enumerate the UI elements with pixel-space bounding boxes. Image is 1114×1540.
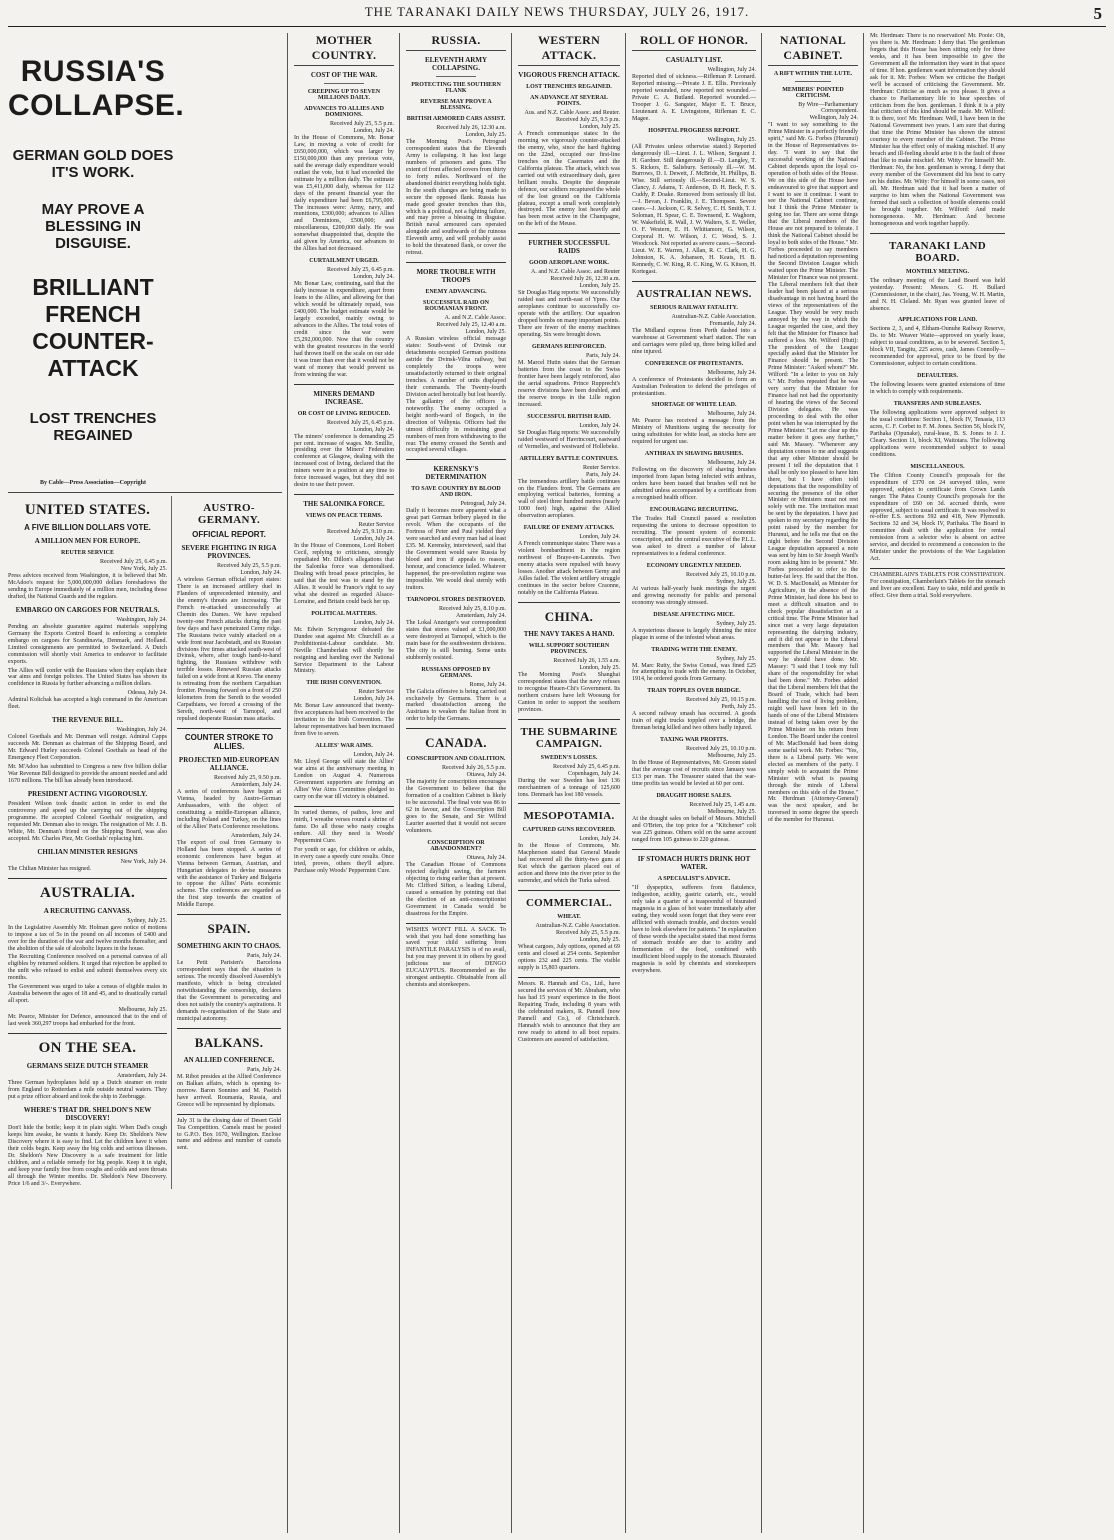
rh-sub12: DRAUGHT HORSE SALES. <box>656 793 732 800</box>
us-date1: Received July 25, 6.45 p.m. <box>100 559 167 565</box>
last-deck: MONTHLY MEETING. <box>906 268 969 275</box>
wa-sub3: GOOD AEROPLANE WORK. <box>529 260 609 267</box>
mc-place6: London, July 24. <box>353 696 394 703</box>
ru-sub8: RUSSIANS OPPOSED BY GERMANS. <box>421 666 491 679</box>
wa-t4: THE SUBMARINE CAMPAIGN. <box>520 725 618 750</box>
us-sub3: THE REVENUE BILL. <box>52 716 123 725</box>
wa-body2: Sir Douglas Haig reports: We successfully raided east and north-east of Ypres. Our aeroplanes continue to successfully co-operate with the artillery. Our squadron dropped bombs on many important points. There are fewer of the enemy machines operating. Six were brought down. <box>518 290 620 339</box>
ag-sub4: AN ALLIED CONFERENCE. <box>183 1055 275 1064</box>
wa-deck: VIGOROUS FRENCH ATTACK. <box>518 71 620 79</box>
ru-sub5: SUCCESSFUL RAID ON ROUMANIAN FRONT. <box>422 300 489 313</box>
ag-t4: BALKANS. <box>194 1034 264 1050</box>
rh-body12: In the House of Representatives, Mr. Groom stated that the average cost of recruits since January was £13 per man. The Treasurer stated that the war-time profits tax would be levied at 60 per cent. <box>632 760 756 788</box>
wa-date1: Received July 25, 9.5 p.m. <box>556 117 620 123</box>
ru-t2: MORE TROUBLE WITH TROOPS <box>416 268 496 285</box>
headline-russias-collapse: RUSSIA'S COLLAPSE. <box>8 55 185 122</box>
rh-date2: Received July 25, 10.15 p.m. <box>686 697 756 704</box>
divider <box>406 262 506 263</box>
rh-body11: A second railway smash has occurred. A goods train of eight trucks toppled over a bridge, the fireman being killed and two others badly injured. <box>632 711 756 732</box>
rh-title: ROLL OF HONOR. <box>632 33 756 51</box>
rh-body4: A conference of Protestants decided to form an Australian Federation to defend the privileges of protestantism. <box>632 376 756 397</box>
wa-sub6: ARTILLERY BATTLE CONTINUES. <box>519 455 619 462</box>
mc-body7: Mr. Lloyd George will state the Allies' war aims at the anniversary meeting in London on August 4. Numerous Government supporters are forming an Allies' War Aims Committee pledged to carry on the war till victory is obtained. <box>294 759 394 800</box>
mc-date3: Received July 25, 6.45 p.m. <box>327 419 394 426</box>
last-body6: The Clifton County Council's proposals for the expenditure of £370 on 24 surveyed titles, were approved, subject to certificate from Crown Lands ranger. The Patea County Council's proposals for the expenditure of £60 on 3d. accrued thirds, were approved, subject to usual certificate. It was resolved to re-offer E.S. sections 592 and 418, New Plymouth. Sections 32 and 34, block IV, Parihaka. The Board in committee dealt with the application for rental remission from a selector who is absent on active service, and decided to recommend a concession to the Minister under the provisions of the War Legislation Act. <box>870 472 1005 563</box>
ag-sub1: SEVERE FIGHTING IN RIGA PROVINCES. <box>181 544 277 560</box>
wa-date4: Received July 25, 6.45 p.m. <box>553 763 620 770</box>
ag-body1: A wireless German official report states: There is an increased artillery duel in Flanders of unprecedented intensity, and the enemy's threats are increasing. The French re-attacked unsuccessfully at Chemin des Dames. We have repulsed twenty-one French attacks during the past few days and have penetrated Cerny ridge. The Russians twice vainly attacked on a wide front near Jacobstadt, and six Russian divisions five times attacked south-west of Dvinsk, where, after tough hand-to-hand fighting, the Russians withdrew with terrible losses. Renewed Russian attacks failed on a wide front at Krevo. The enemy is retreating from the northern Carpathian frontier. Pressing forward on a front of 250 kilometres from the Sereth to the wooded Carpathians, we forced a crossing of the Sereth, north-west of Tarnopol, and repulsed desperate Russian mass attacks. <box>177 577 281 723</box>
us-body7: President Wilson took drastic action in order to end the controversy and speed up the carrying out of the shipping programme. He accepted Colonel Goethals' resignation, and requested Mr. Denman also to resign. The resignation of Mr. J. B. White, Mr. Denman's friend on the Shipping Board, was also accepted. Mr. Charles Piez, Mr. Goethals' replacing him. <box>8 800 167 842</box>
us-place1: New York, July 25. <box>120 566 167 572</box>
mc-date2: Received July 25, 6.45 p.m. <box>327 267 394 274</box>
last-sub1: APPLICATIONS FOR LAND. <box>897 317 978 324</box>
last-body1: Mr. Herdman: There is no reservation! Mr. Poole: Oh, yes there is. Mr. Herdman: I deny that. The gentleman forgets that this House has been sitting only for three weeks, and it has been impossible to give the Government all the information they want in that space of time. If hon. gentlemen want information they should ask for it. Mr. Forbes: When we criticise the Budget we'll be accused of criticising the Government. Mr. Herdman: Criticise as much as you please. It gives a chance to Parliamentary life to hear speeches of criticism from the hon. gentleman. I think it is a pity that criticism of this kind should be made. Mr. Wilford: It is there, too! Mr. Herdman: Well, I have been in the National Government two years. I am sure that during that time the Prime Minister has shown the utmost courtesy to every member of the Cabinet. The Prime Minister has the effect only of making mischief. If any breach and ill-feeling should arise it is the fault of those that like to make mischief. Mr. Witty: For himself! Mr. Herdman: No, the hon. gentleman is wrong. I deny that every member of the Government did his best to carry on his duties. Mr. Witty: For himself in some cases, not all. Mr. Herdman said that it had been a matter of surprise to him when the National Government was formed that such a collection of hostile elements could be brought together. Mr. Wilford: And made homogeneous. Mr. Herdman: And become homogeneous and work together happily. <box>870 33 1005 227</box>
ru-body2: A Russian wireless official message states: South-west of Dvinsk our detachments occupied German positions astride the Dvinsk-Vilna railway, but completely the troops were unsatisfactorily returned to their original trenches. A number of units displayed their commands. The Twenty-fourth Division acted heroically but lost heavily. The gallantry of the officers is noteworthy. The enemy occupied a height north-ward of Bogsch, in the direction of Volhynia. Officers had the utmost difficulty in restraining great numbers of men from withdrawing to the rear. The enemy crossed the Sereth and occupied several villages. <box>406 336 506 454</box>
us-place3: Odessa, July 24. <box>127 690 167 697</box>
wa-sub1: LOST TRENCHES REGAINED. <box>526 84 612 90</box>
sea-sub1: GERMANS SEIZE DUTCH STEAMER <box>26 1062 149 1071</box>
ru-place6: Ottawa, July 24. <box>466 772 506 779</box>
column-land-board <box>870 33 1010 1533</box>
us-aus-column <box>8 496 172 1189</box>
last-body5: The following applications were approved subject to the usual conditions: Section 1, block IV, Tenasia, 113 acres, C. F. Corbet to F. M. Jones. Section 56, block IV, Parihaka (Opunake), rural-lease, B. S. Jones to J. J. Cleary. Section 11, block XI, Waitotara. The following applications were recommended subject to usual conditions. <box>870 410 1005 458</box>
wa-sub12: WHEAT. <box>557 914 581 921</box>
rh-sub4: SHORTAGE OF WHITE LEAD. <box>651 402 737 409</box>
wa-place5: Paris, July 24. <box>585 471 620 478</box>
mc-sub9: ALLIES' WAR AIMS. <box>315 743 373 750</box>
wa-place8: Copenhagen, July 24. <box>568 770 620 777</box>
last-sub4: MISCELLANEOUS. <box>910 463 965 470</box>
rule <box>795 81 831 82</box>
aus-sub1: A RECRUITING CANVASS. <box>43 906 132 915</box>
wa-t3: CHINA. <box>544 608 594 624</box>
rh-body6: Following on the discovery of shaving brushes imported from Japan being infected with anthrax, orders have been issued that brushes will not be admitted unless accompanied by a certificate from a recognised health officer. <box>632 467 756 502</box>
wa-body8: During the war Sweden has lost 136 merchantmen of a tonnage of 125,600 tons. Denmark has lost 180 vessels. <box>518 777 620 798</box>
divider <box>177 1028 281 1029</box>
ru-body5: The Galicia offensive is being carried out exclusively by Germans. There is a marked dissatisfaction among the Austrians to weaken the Italian front in order to help the Germans. <box>406 688 506 723</box>
column-lead <box>8 33 288 1533</box>
ru-deck: ELEVENTH ARMY COLLAPSING. <box>424 56 488 72</box>
rh-sub7: ECONOMY URGENTLY NEEDED. <box>646 562 742 569</box>
rh-place9: Sydney, July 25. <box>716 655 756 662</box>
ru-place2: London, July 25. <box>465 329 506 336</box>
rh-sub11: TAXING WAR PROFITS. <box>660 737 728 744</box>
headline-blessing: MAY PROVE A BLESSING IN DISGUISE. <box>41 201 145 252</box>
divider <box>518 233 620 234</box>
masthead-title: THE TARANAKI DAILY NEWS THURSDAY, JULY 26, 1917. <box>364 4 750 19</box>
divider <box>518 803 620 804</box>
aus-body4: Mr. Pearce, Minister for Defence, announced that to the end of last week 360,297 troops had embarked for the front. <box>8 1014 167 1028</box>
wa-title: WESTERN ATTACK. <box>518 33 620 66</box>
mc-source2: Reuter Service <box>358 689 394 696</box>
divider <box>518 719 620 720</box>
ru-date3: Received July 25, 8.10 p.m. <box>439 605 506 612</box>
columns <box>8 33 1106 1533</box>
us-title: UNITED STATES. <box>24 502 151 518</box>
ru-source1: A. and N.Z. Cable Assoc. <box>444 315 506 322</box>
mc-sub1: CREEPING UP TO SEVEN MILLIONS DAILY. <box>307 89 381 101</box>
lead-headlines <box>8 55 185 486</box>
ru-date4: Received July 26, 5.5 p.m. <box>442 765 506 772</box>
rh-sub9: TRADING WITH THE ENEMY. <box>651 646 737 653</box>
mc-sub3: CURTAILMENT URGED. <box>309 258 379 265</box>
nc-place1: Wellington, July 24. <box>809 115 858 121</box>
rh-sub2: SERIOUS RAILWAY FATALITY. <box>650 304 738 311</box>
us-body4: Admiral Koltchak has accepted a high command in the American fleet. <box>8 697 167 711</box>
rule <box>324 83 364 84</box>
wa-t2: FURTHER SUCCESSFUL RAIDS <box>528 239 610 256</box>
ru-sub2: REVERSE MAY PROVE A BLESSING. <box>420 99 492 111</box>
divider <box>406 459 506 460</box>
headline-french-counter-attack: BRILLIANT FRENCH COUNTER-ATTACK <box>32 274 154 381</box>
ag-body4: Le Petit Parisien's Barcelona correspondent says that the situation is serious. The recently dissolved Assembly's manifesto, which is being circulated notwithstanding the censorship, declares that the Government is persecuting and does not satisfy the country's aspirations. It demands re-organisation of the State and municipal autonomy. <box>177 960 281 1022</box>
lead-split <box>8 492 282 1189</box>
last-sub3: TRANSFERS AND SUBLEASES. <box>893 401 982 408</box>
last-body3: Sections 2, 3, and 4, Eltham-Ounuhe Railway Reserve, Ds. to Mr. Weaver Waite—approved on yearly lease, subject to usual conditions, as to be sewered. Section 5, block VII, Tangitu, 225 acres, cash, James Connolly—recommended for approval, price to be fixed by the Commissioner, subject to certain conditions. <box>870 326 1005 368</box>
wa-source4: Australian-N.Z. Cable Association. <box>535 923 620 930</box>
ag-date1: Received July 25, 5.5 p.m. <box>217 563 281 569</box>
rh-place12: Melbourne, July 25. <box>707 809 756 816</box>
us-source1: REUTER SERVICE <box>61 550 114 556</box>
mc-date4: Received July 25, 9.10 p.m. <box>327 529 394 536</box>
us-sub5: CHILIAN MINISTER RESIGNS <box>37 847 138 856</box>
divider <box>294 384 394 385</box>
divider <box>294 806 394 807</box>
mc-ad: For youth or age, for children or adults, in every case a speedy cure results. Once tried, proves, others they'll adjure. Purchase only Woods' Peppermint Cure. <box>294 846 394 874</box>
wa-body6: A French communique states: There was a violent bombardment in the region northwest of Braye-en-Laonnois. Two enemy attacks were repulsed with heavy losses. Another attack between Gerny and Ailles failed. The violent artillery struggle continues in the sector before Craonne, notably on the California Plateau. <box>518 541 620 596</box>
wa-place2: London, July 25. <box>579 283 620 290</box>
wa-body4: Sir Douglas Haig reports: We successfully raided westward of Havrincourt, eastward of Vermelles, and westward of Hollebeke. <box>518 429 620 450</box>
aus-place2: Melbourne, July 25. <box>118 1007 167 1014</box>
mc-place2: London, July 24. <box>353 274 394 281</box>
mc-place5: London, July 24. <box>353 619 394 626</box>
ag-t3: SPAIN. <box>207 921 251 937</box>
wa-place1: London, July 25. <box>579 124 620 130</box>
sea-body1: Three German hydroplanes held up a Dutch steamer en route from England to Rotterdam a mile outside neutral waters. They put a prize officer aboard and took the ship to Zeebrugge. <box>8 1080 167 1100</box>
sea-place1: Amsterdam, July 24. <box>117 1073 167 1080</box>
wa-place3: Paris, July 24. <box>585 353 620 360</box>
mc-sub2: ADVANCES TO ALLIES AND DOMINIONS. <box>304 106 384 118</box>
mc-t2: THE SALONIKA FORCE. <box>303 500 385 509</box>
masthead <box>8 4 1106 27</box>
mc-sub6: VIEWS ON PEACE TERMS. <box>305 513 383 520</box>
ru-place1: London, July 25. <box>465 132 506 138</box>
mc-deck: COST OF THE WAR. <box>310 71 378 79</box>
wa-sub9: WILL SUPPORT SOUTHERN PROVINCES. <box>528 642 610 655</box>
rule <box>436 76 476 77</box>
ru-sub3: BRITISH ARMORED CARS ASSIST. <box>406 116 506 122</box>
rh-place10: Perth, July 25. <box>721 704 756 711</box>
aus-body2: The Recruiting Conference resolved on a personal canvass of all eligibles by returned soldiers. It urged that rejection be applied to the unfit who refused to enlist and submit themselves every six months. <box>8 954 167 982</box>
rh-place7: Sydney, July 25. <box>716 578 756 585</box>
austro-germany-column <box>177 496 281 1189</box>
rh-place8: Sydney, July 25. <box>716 620 756 627</box>
column-russia <box>406 33 512 1533</box>
wa-body1: A French communique states: In the morning we vigorously counter-attacked the enemy, who, since the hard fighting on the 22nd, occupied our first-line trenches on the Casemates and the California plateau. The attack, which was carried out with extraordinary dash, gave brilliant results. Despite the desperate defence, our soldiers recaptured the whole of the lost ground on the California plateau, except a small work completely destroyed. The enemy lost heavily and has been most active in the Champagne, on the left of the Meuse. <box>518 131 620 228</box>
rh-source1: Australian-N.Z. Cable Association. <box>671 313 756 320</box>
ag-body2: A series of conferences have begun at Vienna, headed by Austro-German Ambassadors, with the object of constituting a middle-European alliance, including Poland and Turkey, on the lines of the Allies' Paris Conference resolutions. <box>177 789 281 830</box>
rh-t2: AUSTRALIAN NEWS. <box>636 287 752 300</box>
ru-place4: Amsterdam, July 24. <box>456 612 506 619</box>
wa-place7: London, July 25. <box>579 664 620 671</box>
ru-title: RUSSIA. <box>406 33 506 51</box>
mc-body4: In the House of Commons, Lord Robert Cecil, replying to criticisms, strongly repudiated Mr. Dillon's allegations that the Salonika force was demoralised. Dealing with broad peace principles, he said that the test was to stand by the Allies. It would be France's right to say what she desired as regarded Alsace-Lorraine, and Britain could back her up. <box>294 543 394 605</box>
wa-t6: COMMERCIAL. <box>525 897 613 910</box>
ag-place5: Paris, July 24. <box>246 1066 281 1073</box>
rh-body14: "If dyspeptics, sufferers from flatulence, indigestion, acidity, gastric catarrh, etc., would only take a quarter of a teaspoonful of bisurated magnesia in a glass of hot water immediately after eating, they would soon forget that they were ever afflicted with stomach trouble, and doctors would have to look elsewhere for patients." In explanation of these words the specialist stated that most forms of stomach trouble are due to acidity and fermentation of the food, combined with insufficient blood supply to the stomach. Bisurated magnesia is sold by chemists and storekeepers everywhere. <box>632 884 756 975</box>
ru-t4: CANADA. <box>425 735 487 751</box>
mc-place1: London, July 24. <box>353 128 394 134</box>
wa-place4: London, July 24. <box>579 422 620 429</box>
ag-body5: M. Ribot presides at the Allied Conference on Balkan affairs, which is opening to-morrow. Baron Sonnino and M. Pasitch have arrived. Roumania, Russia, and Greece will be represented by diplomats. <box>177 1073 281 1108</box>
sea-title: ON THE SEA. <box>38 1040 137 1057</box>
wa-source1: Aus. and N.Z. Cable Assoc. and Reuter. <box>524 110 620 116</box>
us-body2: Pending an absolute guarantee against materials supplying Germany the Exports Control Board is enforcing a complete embargo on cargoes for Scandinavia, Denmark, and Holland. Limited consignments are permitted to Switzerland. A Dutch commission will shortly visit America to endeavor to facilitate exports. <box>8 623 167 665</box>
ru-ad: WISHES WON'T FILL A SACK. To wish that you had done something has saved your child suffering from INFANTILE PARALYSIS is of no avail, but you may prevent it in others by good judicious use of DENGO EUCALYPTUS. Recommended as the strongest antiseptic. Obtainable from all chemists and storekeepers. <box>406 926 506 989</box>
wa-sub8: THE NAVY TAKES A HAND. <box>523 629 615 638</box>
us-body5: Colonel Goethals and Mr. Denman will resign. Admiral Capps succeeds Mr. Denman as chairman of the Shipping Board, and Mr. Edward Hurley succeeds Colonel Goethals as head of the Emergency Fleet Corporation. <box>8 734 167 762</box>
wa-body7: The Morning Post's Shanghai correspondent states that the navy refuses to recognise Hsuen-Chi's Government. Its northern cruisers have left Woosung for Canton in order to support the southern provinces. <box>518 671 620 713</box>
mc-place7: London, July 24. <box>353 752 394 759</box>
wa-ad: Messrs. R. Hannah and Co., Ltd., have secured the services of Mr. Abraham, who has had 15 years' experience in the Boot Repairing Trade, including 8 years with the celebrated makers, R. Pannell (now Pannell and Co.), of Christchurch. Hannah's wish to announce that they are now ready to attend to all boot repairs. Customers are assured of satisfaction. <box>518 981 620 1043</box>
us-sub1: A MILLION MEN FOR EUROPE. <box>34 537 141 545</box>
rh-body8: At various half-yearly bank meetings the urgent and growing necessity for public and personal economy was strongly stressed. <box>632 585 756 606</box>
mc-sub8: THE IRISH CONVENTION. <box>306 680 382 687</box>
column-national-cabinet <box>768 33 864 1533</box>
rh-body3: The Midland express from Perth dashed into a warehouse at Government wharf station. The van and carriages were piled up, three being killed and nine injured. <box>632 327 756 355</box>
wa-body9: In the House of Commons, Mr. Macpherson stated that General Maude had recovered all the thirty-two guns at Kut which the garrison placed out of action and threw into the river prior to the surrender, and which the Turks salved. <box>518 843 620 885</box>
wa-place9: London, July 24. <box>579 836 620 843</box>
rh-date1: Received July 25, 10.10 p.m. <box>686 571 756 578</box>
page-number: 5 <box>1093 4 1102 23</box>
divider <box>294 494 394 495</box>
ru-place5: Rome, July 24. <box>469 681 506 688</box>
us-place4: Washington, July 24. <box>116 727 167 734</box>
ru-body7: The Canadian House of Commons rejected daylight saving, the farmers objecting to rising earlier than at present. Mr. Clifford Sifton, a leading Liberal, caused a sensation by pointing out that the election of an anti-conscriptionist Government in Canada would be disastrous for the Empire. <box>406 861 506 917</box>
wa-place10: London, July 25. <box>579 937 620 944</box>
aus-body3: The Government was urged to take a census of eligible males in Australia between the ages of 18 and 45, and to drastically curtail all sport. <box>8 984 167 1005</box>
divider <box>870 233 1005 234</box>
mc-poem: In varied themes, of pathos, love and mirth, I wreathe verses round a shrine of fame. Do all those who nasty coughs endure. All they need is Woods' Peppermint Cure. <box>294 809 394 844</box>
wa-date3: Received July 26, 1.55 a.m. <box>553 657 620 664</box>
rh-place3: Fremantle, July 24. <box>709 320 756 327</box>
wa-body10: Wheat cargoes, July options, opened at 69 cents and closed at 254 cents. September options 232 and 225 cents. The visible supply is 15,803 quarters. <box>518 944 620 972</box>
rh-body1: Reported died of sickness.—Rifleman P. Leonard. Reported missing.—Private J. E. Ellis. Previously reported wounded, now reported not wounded.—Private C. A. Butland. Reported wounded.—Trooper J. G. Sangster, Major E. T. Bruce, Lieutenant A. E. Livingstone, Rifleman E. C. Magee. <box>632 74 756 122</box>
mc-title: MOTHER COUNTRY. <box>294 33 394 66</box>
ru-sub7: TARNOPOL STORES DESTROYED. <box>406 596 506 603</box>
mc-source1: Reuter Service <box>358 522 394 529</box>
mc-body5: Mr. Edwin Scrymgeour defeated the Dundee seat against Mr. Churchill as a Prohibitionist-Labour candidate. Mr. Neville Chamberlain will shortly be resigning and handing over the National Service Department to the Labour Ministry. <box>294 626 394 675</box>
us-place2: Washington, July 24. <box>116 616 167 623</box>
ru-body4: The Lokal Anzeiger's war correspondent states that stores valued at £1,000,000 were destroyed at Tarnopol, which is the main base for the southwestern divisions. The city is still burning. Some units stubbornly resisted. <box>406 619 506 661</box>
rh-place6: Melbourne, July 24. <box>707 460 756 467</box>
us-deck: A FIVE BILLION DOLLARS VOTE. <box>24 523 151 532</box>
divider <box>632 849 756 850</box>
rh-deck: CASUALTY LIST. <box>665 56 723 64</box>
divider <box>177 1114 281 1115</box>
us-sub4: PRESIDENT ACTING VIGOROUSLY. <box>27 789 148 798</box>
rh-body13: At the draught sales on behalf of Messrs. Mitchell and O'Brien, the top price for a "Kitchener" colt was 225 guineas. Others sold on the same account ranged from 105 guineas to 220 guineas. <box>632 816 756 843</box>
wa-sub7: FAILURE OF ENEMY ATTACKS. <box>523 525 615 532</box>
divider <box>518 602 620 603</box>
divider <box>518 977 620 978</box>
sea-body2: Don't hide the bottle; keep it in plain sight. When Dad's cough keeps him awake, he wants it handy. Keep Dr. Sheldon's New Discovery where it is easy to find. Let the children have it when their colds begin. Keep away the big colds and serious illnesses. Dr. Sheldon's New Discovery is a safe treatment for little children, and a reliable remedy for big people. Keep it in sight, and keep your family free from coughs and colds and sore throats all through the Winter months. Dr. Sheldon's New Discovery. Price 1/6 and 3/-. Everywhere. <box>8 1124 167 1187</box>
ag-ad: July 31 is the closing date of Desert Gold Tea Competition. Camels must be posted to G.P.O. Box 1670, Wellington. Enclose name and address and number of camels sent. <box>177 1117 281 1152</box>
mc-place3: London, July 24. <box>353 426 394 433</box>
rh-sub3: CONFERENCE OF PROTESTANTS. <box>644 360 744 367</box>
last-title: TARANAKI LAND BOARD. <box>889 239 986 264</box>
ru-place3: Petrograd, July 24. <box>460 501 506 508</box>
ru-body3: Daily it becomes more apparent what a great part German bribery played in the revolt. When the occupants of the Fortress of Peter and Paul yielded they were searched and every man had at least £35. M. Kerensky, interviewed, said that the Government would save Russia by blood and iron if appeals to reason, honour, and conscience failed. Whatever happened, the pre-revolution regime was impossible. We would deal sternly with traitors. <box>406 508 506 591</box>
ag-sub3: SOMETHING AKIN TO CHAOS. <box>177 942 281 951</box>
wa-sub11: CAPTURED GUNS RECOVERED. <box>522 827 616 834</box>
rh-place5: Melbourne, July 24. <box>707 411 756 418</box>
ag-place2: Amsterdam, July 24. <box>231 782 281 789</box>
ru-body1: The Morning Post's Petrograd correspondent states that the Eleventh Army is collapsing. It has lost large numbers of prisoners and guns. The extent of front affected covers from thirty to forty miles. Northward of the abandoned district everything holds tight. In the south changes are being made to secure the opposed flank. Russia has made good greater trenches than this, which is a political, not a fighting failure, and may prove a blessing in disguise. British naval armoured cars operated alongside and southwards of the ruinous Eleventh army, and will probably assist to hold the threatened flank, or cover the retreat. <box>406 139 506 257</box>
ag-sub2: PROJECTED MID-EUROPEAN ALLIANCE. <box>178 756 280 773</box>
rh-body2: (All Privates unless otherwise stated.) Reported dangerously ill.—Lieut. J. L. Wilson, Sergeant J. H. Gardner. Still dangerously ill.—D. Langley, T. S. Rickers, E. Salisbury. Seriously ill.—W. M. Burrows, D. I. Dewett, J. McBride, H. Phillips, B. Wise. Still seriously ill.—Second-Lieut. W. S. Clancy, J. Adams, T. Anderson, D. H. Beck, F. S. Cuddy, P. Doake. Removed from seriously ill list.—J. Bevan, J. Franklin, J. E. Thompson. Severe cases.—J. Jackson, C. R. Selvey, C. H. Smith, T. J. Soloman, H. Spear, C. E. Townsend, E. Waghorn, W. Wakefield, R. Wall, J. W. Walters, S. E. Weller, O. F. Western, E. H. Whittamore, G. Wilson, Corporal H. W. Wilson, J. C. Wood, S. J. Woodcock. Not reported as severe cases.—Second-Lieut. W. E. Warren, J. Allan, R. C. Clark, H. G. Johnston, K. A. Johansen, H. Keats, H. B. Kennedy, C. W. King, R. C. King, W. G. Kitson, H. Kortegast. <box>632 143 756 275</box>
rh-sub1: HOSPITAL PROGRESS REPORT. <box>648 127 740 134</box>
us-body3: The Allies will confer with the Russians when they explain their war aims and foreign policies. The United States has shown its confidence in Russia by further advancing a million dollars. <box>8 667 167 688</box>
ag-date2: Received July 25, 9.50 p.m. <box>214 775 281 782</box>
ru-t3: KERENSKY'S DETERMINATION <box>425 465 487 482</box>
wa-date2: Received July 26, 12.30 a.m. <box>550 276 620 283</box>
ru-date2: Received July 25, 12.40 a.m. <box>436 322 506 329</box>
ru-sub6: TO SAVE COUNTRY BY BLOOD AND IRON. <box>411 486 501 499</box>
column-roll-of-honor <box>632 33 762 1533</box>
rh-place4: Melbourne, July 24. <box>707 369 756 376</box>
rh-sub14: A SPECIALIST'S ADVICE. <box>657 875 731 882</box>
ru-sub4: ENEMY ADVANCING. <box>425 289 487 296</box>
rh-body5: Mr. Pearce has received a message from the Ministry of Munitions urging the necessity for using substitutes for white lead, as stocks here are required for urgent use. <box>632 418 756 446</box>
ag-t2: COUNTER STROKE TO ALLIES. <box>184 733 274 752</box>
rh-place2: Wellington, July 25. <box>707 136 756 143</box>
ag-place3: Amsterdam, July 24. <box>231 832 281 839</box>
aus-body1: In the Legislative Assembly Mr. Holman gave notice of motions to impose a tax of 5s in the pound on all incomes of £400 and over for the duration of the war and twelve months thereafter, and the abolition of the sale of alcoholic liquors in the house. <box>8 924 167 952</box>
ru-sub10: CONSCRIPTION OR ABANDONMENT? <box>427 839 485 852</box>
us-body1: Press advices received from Washington, it is believed that Mr. McAdoo's request for 5,000,000,000 dollars foreshadows the sending to Europe immediately of a million men, including those drafted, the National Guards and the regulars. <box>8 573 167 600</box>
nc-deck: A RIFT WITHIN THE LUTE. <box>773 71 853 77</box>
wa-sub10: SWEDEN'S LOSSES. <box>540 754 598 761</box>
last-sub2: DEFAULTERS. <box>917 373 958 380</box>
mc-sub7: POLITICAL MATTERS. <box>311 610 377 617</box>
wa-source3: Reuter Service. <box>583 464 620 471</box>
nc-title: NATIONAL CABINET. <box>768 33 858 66</box>
ag-deck: OFFICIAL REPORT. <box>192 530 266 539</box>
rh-body9: A mysterious disease is largely thinning the mice plague in some of the infested wheat areas. <box>632 627 756 641</box>
divider <box>177 728 281 729</box>
byline: By Cable—Press Association—Copyright <box>40 480 146 486</box>
ru-sub9: CONSCRIPTION AND COALITION. <box>406 756 506 763</box>
ag-place1: London, July 24. <box>240 570 281 576</box>
nc-sub1: MEMBERS' POINTED CRITICISM. <box>782 87 844 99</box>
wa-place6: London, July 24. <box>579 534 620 541</box>
divider <box>518 890 620 891</box>
ag-title: AUSTRO-GERMANY. <box>197 502 261 526</box>
us-sub2: EMBARGO ON CARGOES FOR NEUTRALS. <box>15 605 160 614</box>
rh-place1: Wellington, July 24. <box>707 67 756 73</box>
rh-place11: Melbourne, July 25. <box>707 753 756 760</box>
divider <box>870 568 1005 569</box>
wa-body3: M. Marcel Hutin states that the German batteries from the coast to the Swiss frontier have been largely reinforced, also the aerial squadrons. Prince Rupprecht's reserve divisions have been doubled, and the reserve troops in the Lille region increased. <box>518 360 620 408</box>
rh-date4: Received July 25, 1.45 a.m. <box>689 802 756 809</box>
ru-sub1: PROTECTING THE SOUTHERN FLANK <box>411 82 501 94</box>
wa-source2: A. and N.Z. Cable Assoc. and Reuter <box>531 269 620 276</box>
divider <box>406 728 506 729</box>
divider <box>406 923 506 924</box>
nc-body1: "I want to say something to the Prime Minister in a perfectly friendly spirit," said Mr. G. Forbes (Hurunui) in the House of Representatives to-day. "I want to say that the successful working of the National Cabinet depends upon the loyal co-operation of both sides of the House. We on this side of the House have endeavoured to give that support and I want to see it continue. I want to see the National Cabinet continue, but I think the Prime Minister is going too far. There are some things that the Liberal members of the House are not prepared to tolerate. I think the National Cabinet should be loyal to both sides of the House." Mr. Forbes proceeded to say members had noticed a deputation representing the Second Division League which waited upon the Prime Minister. The Minister for Finance was not present. The Liberal members felt that their leader had been placed at a serious disadvantage in not having heard the views of the representatives of the League. They would be very much annoyed by the way in which the League regarded the case, and they felt that the Minister for Finance had suffered a loss. Mr. Wilford (Hutt): The president of the League specially asked that the Minister for Finance should be present. The Prime Minister: "Asked whom?" Mr. Wilford: "In a letter to you on July 6." Mr. Forbes repeated that he was very sorry that the Minister for Finance had not had the opportunity of hearing the views of the Second Division delegates. He was proceeding to deal with the other point when he was interrupted by the Prime Minister. "Let me clear up this matter before it goes any further," said Mr. Massey. "Whenever any deputation comes to me and suggests that any other Minister should be present I tell the deputation that I shall be only too pleased to have him there, but I have often told deputations that the responsibility of securing the presence of the other Minister or Ministers must not rest solely with me. The invitation must be sent by the deputation. I have just spoken to my secretary regarding the point raised by the member for Hurunui, and he tells me that on the night before the Second Division League deputation appeared a note was sent by him to Sir Joseph Ward's room asking him to be present." Mr. Forbes proceeded to refer to the butter-fat levy. He said that the Hon. W. D. S. MacDonald, as Minister for Agriculture, in the absence of the Prime Minister, had done his best to meet a difficult situation and to check popular dissatisfaction at a critical time. The Prime Minister had since met a very large deputation representing the dairying industry, and it did not appear to the Liberal members that Mr. Massey had supported the Liberal Minister in the way he should have done. Mr. Massey: "I said that I took my full share of the responsibility for what had been done." Mr. Forbes added that the Liberal members felt that the Board of Trade, which had been handling the cost of living problem, might well have been left in the hands of one of the Liberal Ministers instead of being taken over by the Prime Minister on his return from London. The Board under the control of Mr. MacDonald had been doing some useful work. Mr. Forbes: "Yes, there is a Liberal party. We were elected as members of the party. I simply wish to acquaint the Prime Minister with what is passing through the minds of Liberal members on this side of the House." Mr. Herdman (Attorney-General) was the next speaker, and he traversed in some degree the speech of the member for Hurunui. <box>768 122 858 824</box>
rh-body10: M. Marc Rutty, the Swiss Consul, was fined £25 for attempting to trade with the enemy. In October, 1914, he ordered goods from Germany. <box>632 662 756 683</box>
divider <box>632 281 756 282</box>
rh-body7: The Trades Hall Council passed a resolution requesting the unions to decrease opposition to recruiting. The present system of economic conscription, and the central executive of the P.L.L. was asked to direct a number of labour representatives to a federal conference. <box>632 516 756 557</box>
divider <box>177 914 281 915</box>
wa-sub2: AN ADVANCE AT SEVERAL POINTS. <box>530 95 608 107</box>
last-body4: The following lessees were granted extensions of time in which to comply with requirements. <box>870 382 1005 396</box>
rh-sub6: ENCOURAGING RECRUITING. <box>649 507 739 514</box>
nc-source1: By Wire—Parliamentary Correspondent. <box>798 102 858 114</box>
aus-place1: Sydney, July 25. <box>127 917 167 924</box>
rh-sub8: DISEASE AFFECTING MICE. <box>653 611 735 618</box>
mc-body1: In the House of Commons, Mr. Bonar Law, in moving a vote of credit for £650,000,000, which was larger by £150,000,000 than any previous vote, said the average daily expenditure would outlast the vote, but it had exceeded the estimate by a million daily. The estimate was £5,411,000 daily, whereas for 112 days of the present financial year the daily expenditure had been £6,795,000. The increases were: Army, navy, and munitions, £300,000; advances to Allies and Dominions, £500,000; and miscellaneous, £200,000 daily. He was somewhat disappointed that, despite the aid given by America, our advances to the Allies had not decreased. <box>294 135 394 253</box>
headline-german-gold: GERMAN GOLD DOES IT'S WORK. <box>12 147 174 181</box>
us-place5: New York, July 24. <box>120 858 167 865</box>
wa-sub4: GERMANS REINFORCED. <box>531 344 606 351</box>
mc-body2: Mr. Bonar Law, continuing, said that the daily increase in expenditure, apart from loans to the Allies, and allowing for that which would be ultimately repaid, was £400,000. The budget estimate would be largely exceeded, mainly owing to advances to the Allies. The total votes of credit since the war were £5,292,000,000. Now that the country with the greatest resources in the world had thrown itself on the scale on our side it was truer than ever that it would not be want of money that would prevent us from winning the war. <box>294 281 394 378</box>
wa-sub5: SUCCESSFUL BRITISH RAID. <box>527 413 611 420</box>
ag-place4: Paris, July 24. <box>246 953 281 960</box>
wa-t5: MESOPOTAMIA. <box>523 810 615 823</box>
last-body2: The ordinary meeting of the Land Board was held yesterday. Present: Messrs. G. H. Bullard (Commissioner, in the chair), Jas. Young, W. H. Martin, and N. H. Cleland. Mr. Ryan was granted leave of absence. <box>870 277 1005 312</box>
rh-date3: Received July 25, 10.10 p.m. <box>686 746 756 753</box>
ru-body6: The majority for conscription encourages the Government to believe that the formation of a coalition Cabinet is likely to be successful. The final vote was 86 to 62 in favour, and the Conscription Bill goes to the Senate, and Sir Wilfrid Laurier asserted that it would not secure volunteers. <box>406 779 506 834</box>
rh-sub10: TRAIN TOPPLES OVER BRIDGE. <box>647 688 741 695</box>
mc-sub4: MINERS DEMAND INCREASE. <box>313 389 375 406</box>
us-body8: The Chilian Minister has resigned. <box>8 865 92 872</box>
rh-sub5: ANTHRAX IN SHAVING BRUSHES. <box>644 451 744 458</box>
column-western-attack <box>518 33 626 1533</box>
divider <box>8 878 167 879</box>
wa-body5: The tremendous artillery battle continues on the Flanders front. The Germans are employing vertical batteries, forming a wall of steel three hundred metres (nearly 1000 feet) high, against the Allied observation aeroplanes. <box>518 478 620 520</box>
last-ad: CHAMBERLAIN'S TABLETS FOR CONSTIPATION. For constipation, Chamberlain's Tablets for the stomach and liver are excellent. Easy to take, mild and gentle in effect. Give them a trial. Sold everywhere. <box>870 572 1005 599</box>
ru-place7: Ottawa, July 24. <box>466 854 506 861</box>
wa-date5: Received July 25, 5.5 p.m. <box>556 930 620 937</box>
mc-body6: Mr. Bonar Law announced that twenty-five acceptances had been received to the invitation to the Irish Convention. The labour representatives had been increased from five to seven. <box>294 703 394 738</box>
mc-date1: Received July 25, 5.5 p.m. <box>330 121 394 127</box>
mc-body3: The miners' conference is demanding 25 per cent. increase of wages. Mr. Smillie, presiding over the Miners' Federation conference at Glasgow, dealing with the increased cost of living, declared that the miners were in a position at any time to force increased wages, but they did not desire to use their power. <box>294 433 394 489</box>
rh-sub13: IF STOMACH HURTS DRINK HOT WATER. <box>637 854 751 871</box>
mc-sub5: OR COST OF LIVING REDUCED. <box>297 410 391 417</box>
aus-title: AUSTRALIA. <box>39 884 136 901</box>
ag-body3: The export of coal from Germany to Holland has been stopped. A series of economic conferences have begun at Vienna between German, Austrian, and Hungarian delegates to devise measures with the assistance of Turkey and Bulgaria to oppose the Allies' Paris economic scheme. The conferences are regarded as the first step towards the creation of Middle Europe. <box>177 839 281 909</box>
sea-sub2: WHERE'S THAT DR. SHELDON'S NEW DISCOVERY! <box>23 1105 152 1122</box>
mc-place4: London, July 24. <box>353 536 394 543</box>
divider <box>8 1033 167 1034</box>
us-body6: Mr. M'Adoo has submitted to Congress a new five billion dollar War Revenue Bill designed to provide the amount needed and add 1670 millions. The bill has already been introduced. <box>8 764 167 785</box>
ru-date1: Received July 26, 12.30 a.m. <box>436 125 506 131</box>
headline-lost-trenches: LOST TRENCHES REGAINED <box>29 410 157 444</box>
column-mother-country <box>294 33 400 1533</box>
